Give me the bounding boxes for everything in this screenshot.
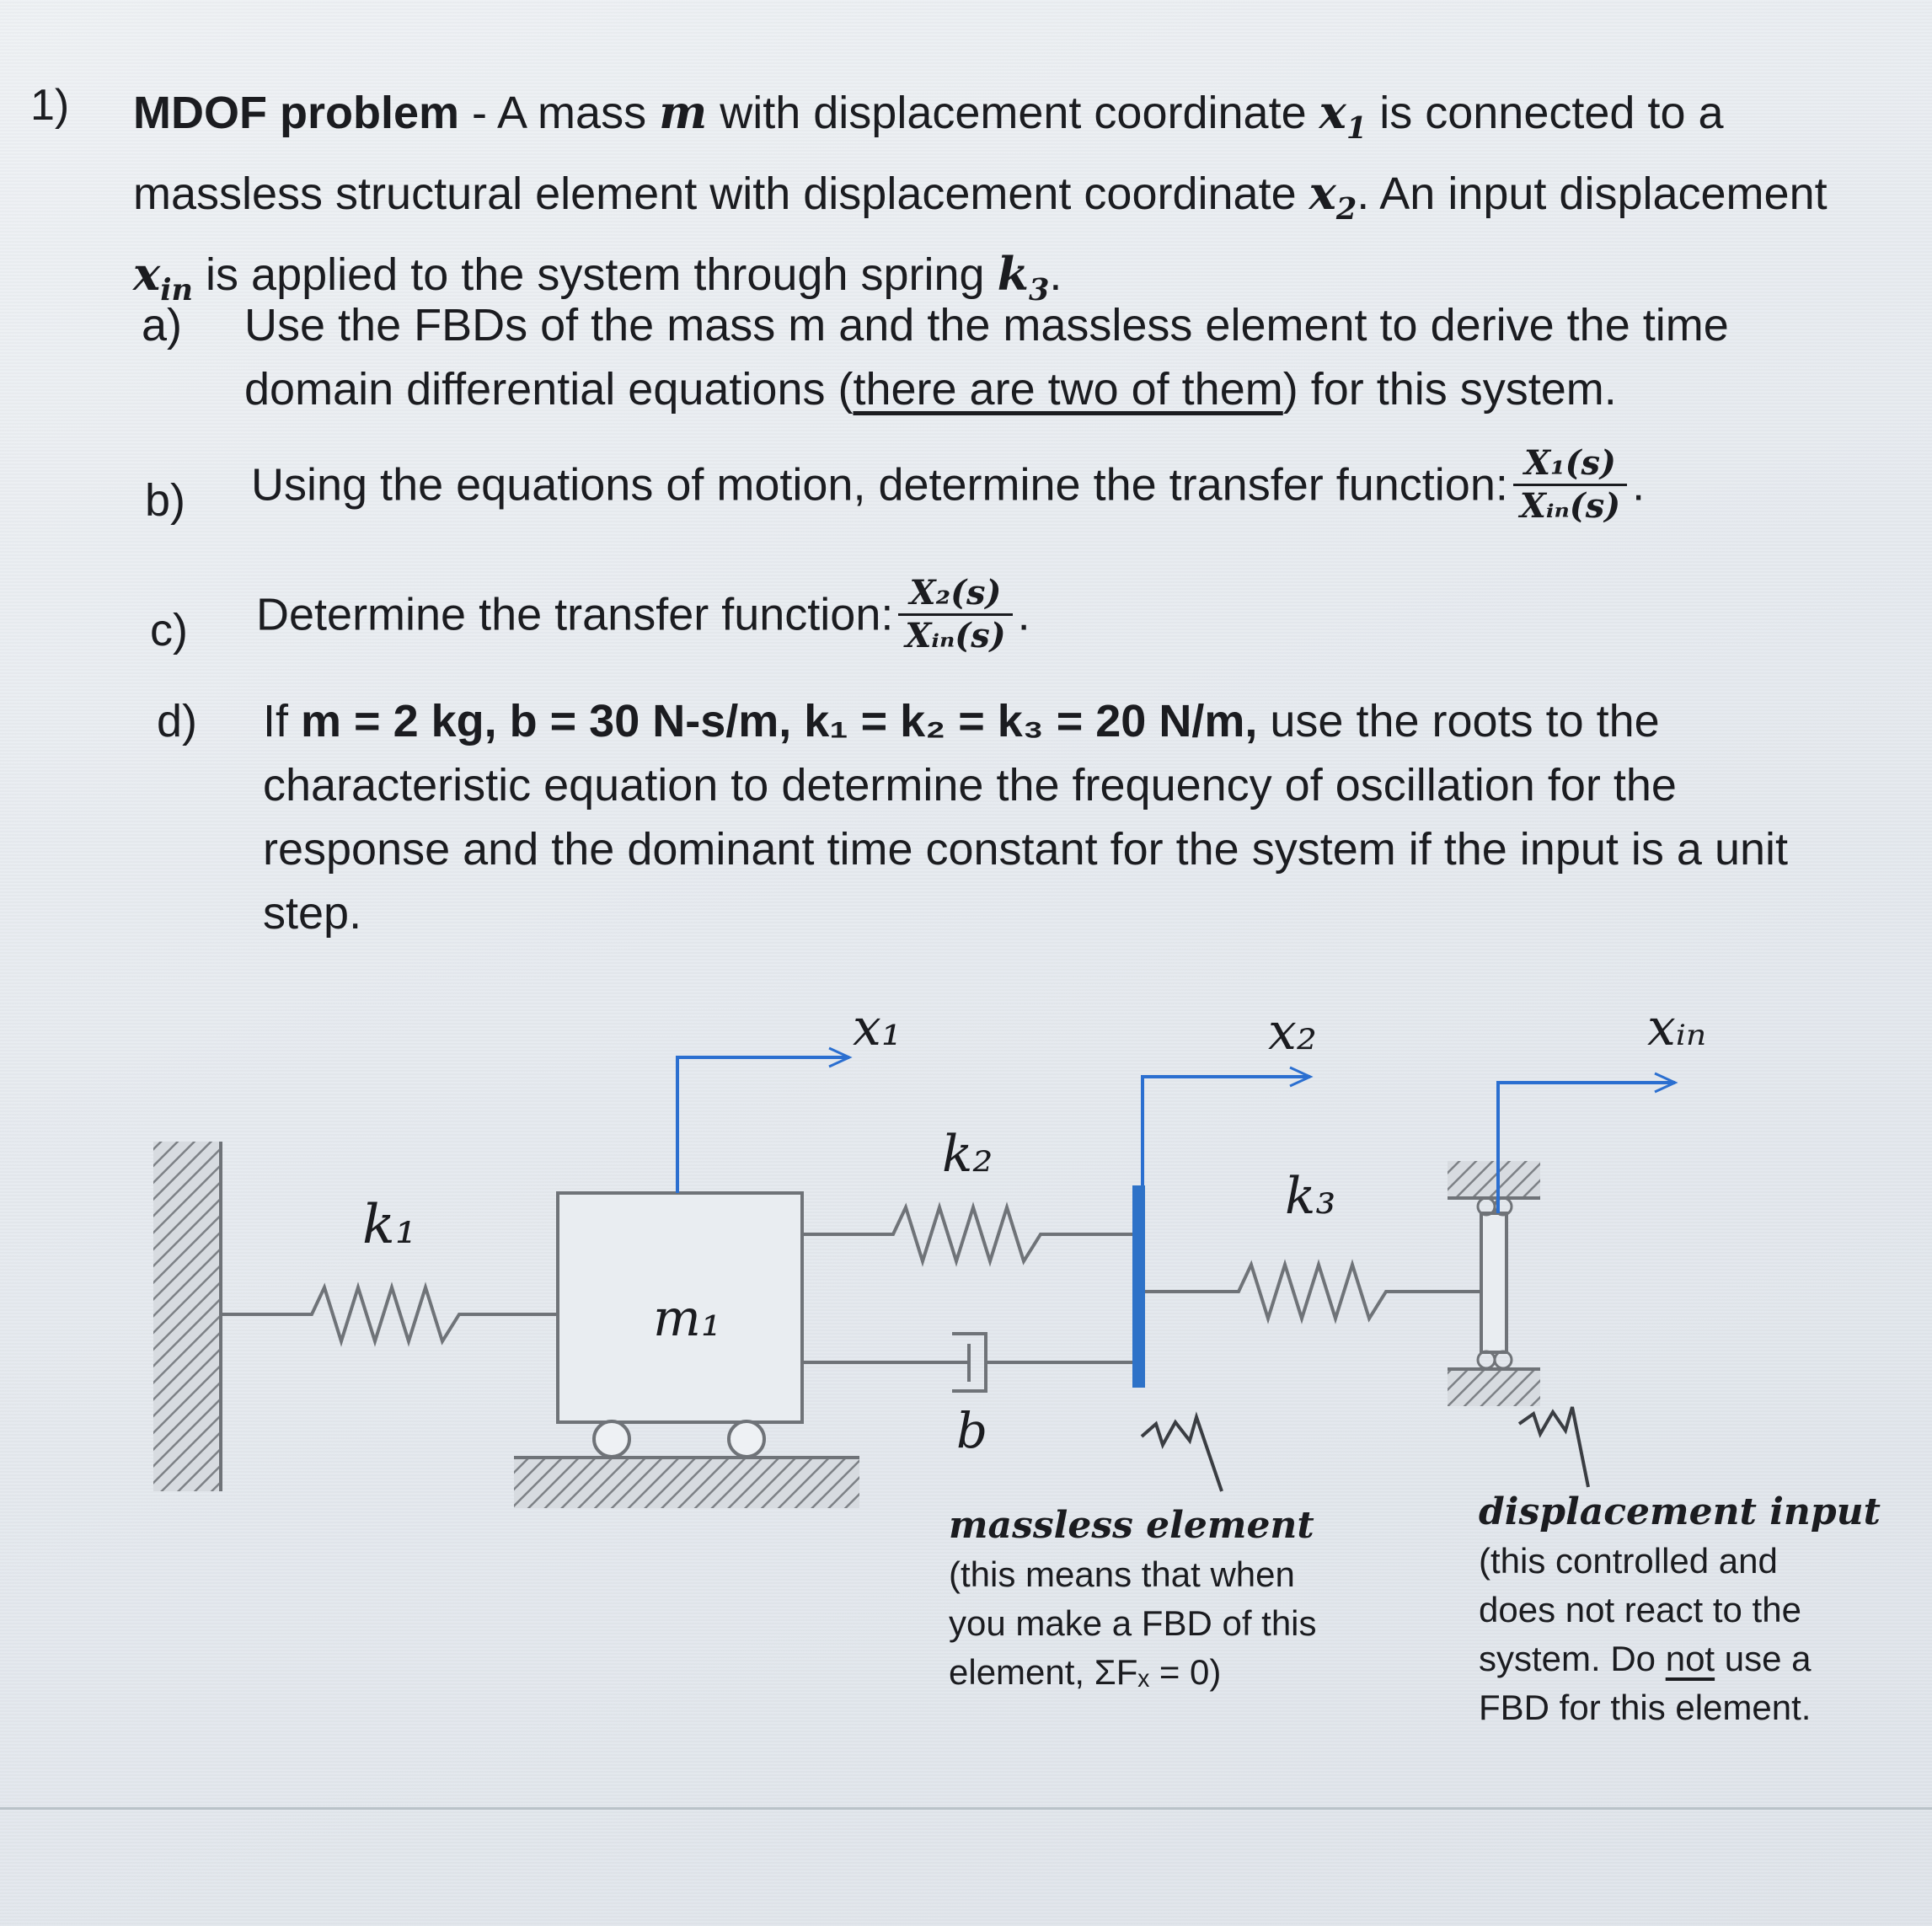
massless-element [1132, 1185, 1145, 1388]
underlined-text: not [1665, 1639, 1715, 1678]
note-massless-element [949, 1501, 1421, 1697]
note-massless-heading: massless element [949, 1504, 1314, 1547]
label-x1: x₁ [853, 998, 902, 1057]
label-b: b [956, 1402, 988, 1459]
part-a-label: a) [142, 300, 183, 350]
note-line: element, ΣFₓ = 0) [949, 1652, 1222, 1692]
part-d-text: If m = 2 kg, b = 30 N-s/m, k₁ = k₂ = k₃ = 20 N/m, use the roots to the characteristic equation to determine the frequency of oscillation for the response and the dominant time constant for the system if the input is a unit step. [263, 696, 1789, 939]
label-k2: k₂ [942, 1125, 993, 1184]
underlined-text: there are two of them [853, 364, 1283, 415]
part-a-text: Use the FBDs of the mass m and the massless element to derive the time domain differential equations (there are two of them) for this system. [244, 300, 1729, 415]
stem-text: . [1049, 249, 1062, 300]
part-b-text: Using the equations of motion, determine the transfer function: $\frac{\text{X₁(s)}}{\text{Xᵢₙ(s)}}$ . [251, 443, 1646, 526]
stem-text: is connected to a massless structural element with displacement coordinate [133, 88, 1724, 219]
note-line: FBD for this element. [1479, 1688, 1812, 1727]
stem-text: with displacement coordinate [707, 88, 1319, 138]
input-guide-bottom [1448, 1369, 1540, 1406]
pointer-massless [1142, 1417, 1222, 1491]
note-displacement-input [1479, 1488, 1925, 1732]
transfer-fn-x2: $\frac{\text{X₂(s)}}{\text{Xᵢₙ(s)}}$ [898, 573, 1012, 656]
wheel-right [729, 1421, 764, 1457]
stem-text: - A mass [459, 88, 660, 138]
label-m1: m₁ [653, 1289, 721, 1348]
var-xin: $x_{in}$ [133, 246, 194, 308]
label-k3: k₃ [1285, 1167, 1336, 1226]
part-c-text: Determine the transfer function: $\frac{\text{X₂(s)}}{\text{Xᵢₙ(s)}}$ . [256, 573, 1030, 655]
problem-title: MDOF problem [133, 88, 459, 138]
part-d-params: m = 2 kg, b = 30 N-s/m, k₁ = k₂ = k₃ = 20 N/m, [301, 696, 1258, 746]
var-k3: $k_3$ [997, 246, 1050, 308]
note-line: (this means that when [949, 1554, 1295, 1594]
problem-number: 1) [30, 81, 70, 130]
wheel-left [594, 1421, 629, 1457]
part-c-label: c) [150, 605, 188, 655]
note-line: (this controlled and [1479, 1541, 1778, 1581]
note-line: does not react to the [1479, 1590, 1801, 1629]
note-input-heading: displacement input [1479, 1490, 1881, 1533]
var-x1: $x_1$ [1319, 85, 1367, 146]
note-line: you make a FBD of this [949, 1603, 1317, 1643]
spring-k3 [1145, 1265, 1481, 1319]
input-guide-top [1448, 1161, 1540, 1198]
transfer-fn-x1: $\frac{\text{X₁(s)}}{\text{Xᵢₙ(s)}}$ [1513, 443, 1627, 527]
label-xin: xᵢₙ [1647, 998, 1707, 1057]
spring-k2 [802, 1207, 1137, 1261]
var-m: m [659, 85, 708, 139]
note-line: system. Do not use a [1479, 1639, 1812, 1678]
page-divider [0, 1807, 1932, 1810]
stem-text: is applied to the system through spring [193, 249, 998, 300]
part-b-label: b) [145, 475, 186, 526]
ground [514, 1458, 859, 1508]
pointer-input [1519, 1407, 1588, 1487]
spring-k1 [221, 1287, 558, 1341]
arrow-x1 [677, 1057, 849, 1193]
label-x2: x₂ [1268, 1003, 1317, 1062]
label-k1: k₁ [362, 1194, 417, 1256]
stem-text: . An input displacement [1357, 168, 1828, 219]
input-element [1481, 1213, 1507, 1352]
left-wall [153, 1142, 221, 1491]
part-d-label: d) [157, 696, 198, 746]
var-x2: $x_2$ [1309, 165, 1357, 227]
